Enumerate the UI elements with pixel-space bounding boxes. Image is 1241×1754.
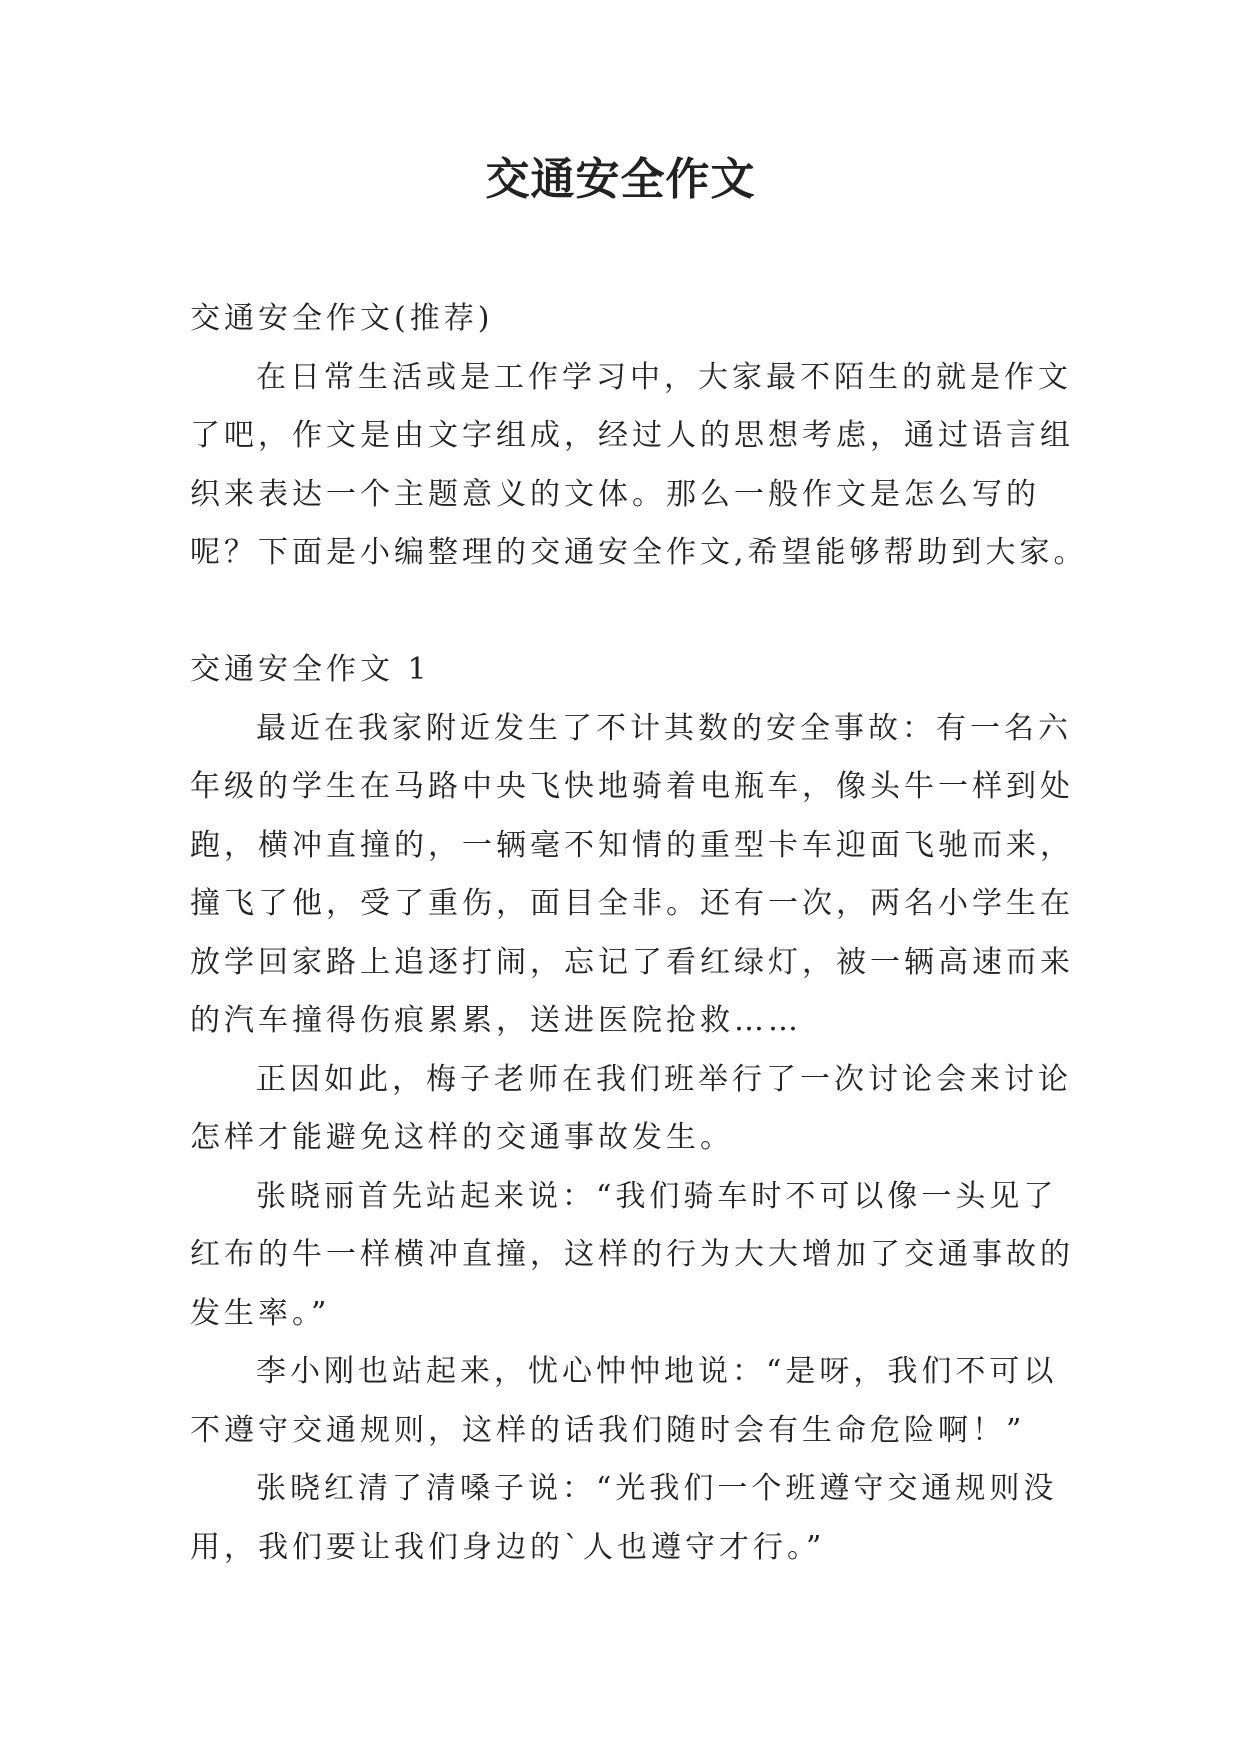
document-body <box>190 290 1088 1577</box>
essay-line: 正因如此，梅子老师在我们班举行了一次讨论会来讨论 <box>256 1061 1072 1097</box>
essay-paragraph-3 <box>190 1168 1074 1344</box>
essay-paragraph-5 <box>190 1460 1060 1577</box>
intro-line: 在日常生活或是工作学习中，大家最不陌生的就是作文 <box>256 359 1072 395</box>
intro-line: 了吧，作文是由文字组成，经过人的思想考虑，通过语言组 <box>190 418 1074 453</box>
essay-line: 怎样才能避免这样的交通事故发生。 <box>190 1120 734 1155</box>
essay-line: 用，我们要让我们身边的`人也遵守才行。” <box>190 1529 826 1565</box>
essay-line: 最近在我家附近发生了不计其数的安全事故：有一名六 <box>256 710 1072 746</box>
essay-line: 张晓红清了清嗓子说：“光我们一个班遵守交通规则没 <box>256 1471 1058 1506</box>
essay-paragraph-1 <box>190 700 1074 1051</box>
document-title: 交通安全作文 <box>485 154 756 205</box>
essay-line: 红布的牛一样横冲直撞，这样的行为大大增加了交通事故的 <box>190 1237 1074 1272</box>
essay-line: 李小刚也站起来，忧心忡忡地说：“是呀，我们不可以 <box>256 1354 1058 1389</box>
essay-line: 不遵守交通规则，这样的话我们随时会有生命危险啊！” <box>190 1412 1026 1448</box>
essay-paragraph-2 <box>190 1051 1072 1168</box>
section-heading: 交通安全作文 1 <box>190 652 431 687</box>
essay-line: 张晓丽首先站起来说：“我们骑车时不可以像一头见了 <box>256 1178 1058 1214</box>
spacer <box>190 583 1060 642</box>
intro-paragraph <box>190 349 1088 583</box>
essay-line: 发生率。” <box>190 1295 331 1331</box>
essay-line: 年级的学生在马路中央飞快地骑着电瓶车，像头牛一样到处 <box>190 769 1074 804</box>
essay-line: 跑，横冲直撞的，一辆毫不知情的重型卡车迎面飞驰而来， <box>190 827 1074 863</box>
intro-line: 呢？下面是小编整理的交通安全作文,希望能够帮助到大家。 <box>190 535 1088 570</box>
essay-line: 的汽车撞得伤痕累累，送进医院抢救…… <box>190 1003 802 1038</box>
essay-line: 放学回家路上追逐打闹，忘记了看红绿灯，被一辆高速而来 <box>190 944 1074 980</box>
essay-line: 撞飞了他，受了重伤，面目全非。还有一次，两名小学生在 <box>190 886 1074 921</box>
intro-line: 织来表达一个主题意义的文体。那么一般作文是怎么写的 <box>190 476 1040 512</box>
subtitle: 交通安全作文(推荐) <box>190 301 494 336</box>
essay-paragraph-4 <box>190 1343 1060 1460</box>
